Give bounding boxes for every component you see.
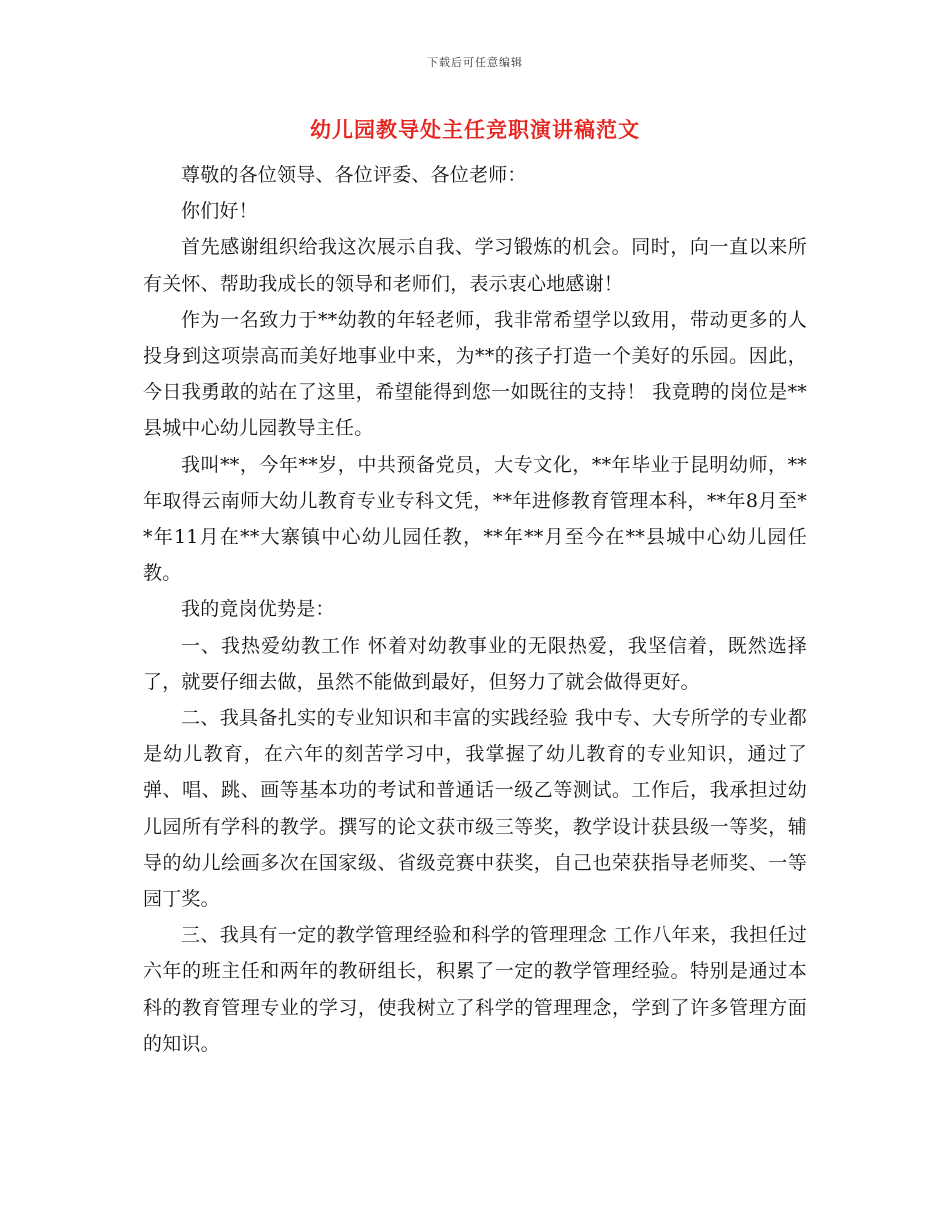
paragraph-introduction: 我叫**，今年**岁，中共预备党员，大专文化，**年毕业于昆明幼师，**年取得云南师大幼儿教育专业专科文凭，**年进修教育管理本科，**年8月至**年11月在**大寨镇中心幼儿园任教，**年**月至今在**县城中心幼儿园任教。 [143,453,807,585]
paragraph-advantage-3: 三、我具有一定的教学管理经验和科学的管理理念 工作八年来，我担任过六年的班主任和两年的教研组长，积累了一定的教学管理经验。特别是通过本科的教育管理专业的学习，使我树立了科学的管理理念，学到了许多管理方面的知识。 [143,924,807,1055]
document-body [143,157,807,1062]
header-note: 下载后可任意编辑 [427,56,523,69]
paragraph-advantages-heading: 我的竟岗优势是： [181,598,335,621]
paragraph-advantage-2: 二、我具备扎实的专业知识和丰富的实践经验 我中专、大专所学的专业都是幼儿教育，在六年的刻苦学习中，我掌握了幼儿教育的专业知识，通过了弹、唱、跳、画等基本功的考试和普通话一级乙等测试。工作后，我承担过幼儿园所有学科的教学。撰写的论文获市级三等奖，教学设计获县级一等奖，辅导的幼儿绘画多次在国家级、省级竞赛中获奖，自己也荣获指导老师奖、一等园丁奖。 [143,707,807,911]
paragraph-motivation: 作为一名致力于**幼教的年轻老师，我非常希望学以致用，带动更多的人投身到这项崇高而美好地事业中来，为**的孩子打造一个美好的乐园。因此，今日我勇敢的站在了这里，希望能得到您一如既往的支持！ 我竟聘的岗位是**县城中心幼儿园教导主任。 [143,308,807,440]
paragraph-thanks: 首先感谢组织给我这次展示自我、学习锻炼的机会。同时，向一直以来所有关怀、帮助我成长的领导和老师们，表示衷心地感谢！ [143,236,807,295]
paragraph-salutation: 尊敬的各位领导、各位评委、各位老师： [181,164,527,186]
paragraph-advantage-1: 一、我热爱幼教工作 怀着对幼教事业的无限热爱，我坚信着，既然选择了，就要仔细去做，虽然不能做到最好，但努力了就会做得更好。 [143,634,807,693]
paragraph-greeting: 你们好！ [181,200,258,223]
document-title: 幼儿园教导处主任竞职演讲稿范文 [310,117,640,142]
